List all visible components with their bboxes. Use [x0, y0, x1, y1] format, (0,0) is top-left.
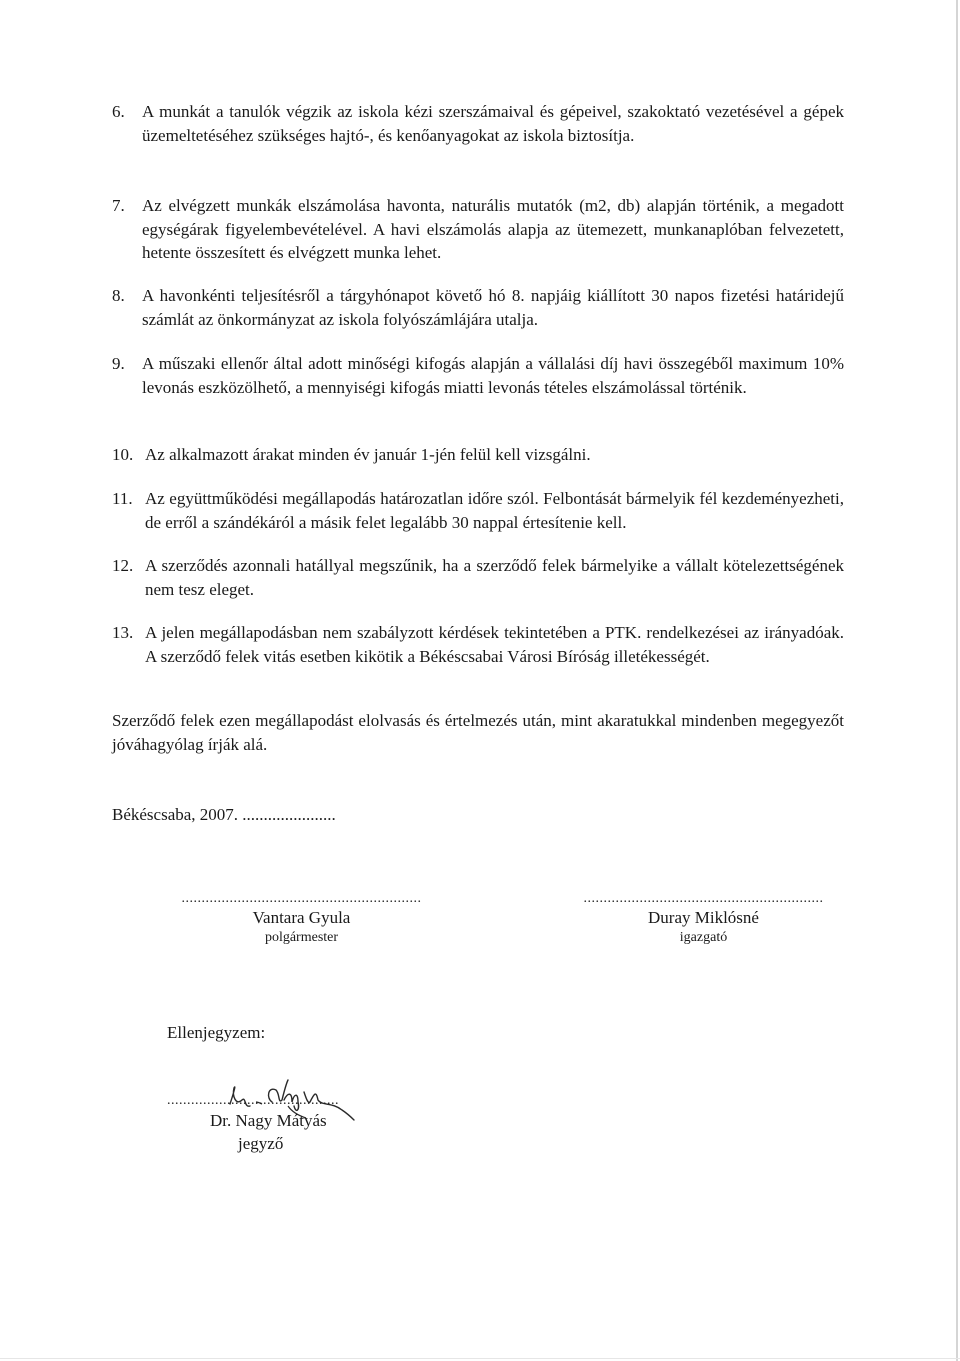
- countersign-name: Dr. Nagy Mátyás: [210, 1111, 327, 1130]
- clause-text: A jelen megállapodásban nem szabályzott kérdések tekintetében a PTK. rendelkezései az irányadóak. A szerződő felek vitás esetben kikötik a Békéscsabai Városi Bíróság illetékességét.: [145, 623, 844, 666]
- clause-9: [112, 352, 844, 399]
- countersign-role: jegyző: [238, 1134, 284, 1153]
- signature-line: ............................................................: [583, 891, 824, 906]
- countersign-label: Ellenjegyzem:: [167, 1023, 266, 1042]
- clause-text: Az elvégzett munkák elszámolása havonta, naturális mutatók (m2, db) alapján történik, a megadott egységárak figyelembevételével. A havi elszámolás alapja az ütemezett, munkanaplóban felvezetett, hetente összesített és elvégzett munka lehet.: [142, 196, 844, 262]
- signatory-role: polgármester: [264, 930, 339, 945]
- clause-text: A munkát a tanulók végzik az iskola kézi szerszámaival és gépeivel, szakoktató vezetésével a gépek üzemeltetéséhez szükséges hajtó-, és kenőanyagokat az iskola biztosítja.: [142, 102, 844, 145]
- clause-text: A havonkénti teljesítésről a tárgyhónapot követő hó 8. napjáig kiállított 30 napos fizetési határidejű számlát az önkormányzat az iskola folyószámlájára utalja.: [142, 286, 844, 329]
- clause-text: Az együttműködési megállapodás határozatlan időre szól. Felbontását bármelyik fél kezdeményezheti, de erről a szándékáról a másik felet legalább 30 nappal értesítenie kell.: [145, 489, 844, 532]
- closing-paragraph: Szerződő felek ezen megállapodást elolvasás és értelmezés után, mint akaratukkal mindenben megegyezőt jóváhagyólag írják alá.: [112, 711, 844, 754]
- signature-block-director: [566, 891, 841, 947]
- clause-number: 12.: [112, 556, 134, 575]
- signature-line: ............................................................: [181, 891, 422, 906]
- clause-number: 8.: [112, 286, 125, 305]
- scan-edge-right: [956, 0, 958, 1361]
- clause-11: [112, 487, 844, 534]
- clause-number: 6.: [112, 102, 125, 121]
- clause-8: [112, 284, 844, 331]
- scan-edge-bottom: [0, 1358, 960, 1359]
- clause-10: [112, 443, 844, 467]
- clause-13: [112, 621, 844, 668]
- clause-text: A szerződés azonnali hatállyal megszűnik, ha a szerződő felek bármelyike a vállalt kötelezettségének nem tesz eleget.: [145, 556, 844, 599]
- clause-number: 11.: [112, 489, 133, 508]
- signatory-role: igazgató: [679, 930, 728, 945]
- clause-6: [112, 100, 844, 147]
- countersign-line: ...........................................: [167, 1093, 339, 1108]
- clause-text: A műszaki ellenőr által adott minőségi kifogás alapján a vállalási díj havi összegéből maximum 10% levonás eszközölhető, a mennyiségi kifogás miatti levonás tételes elszámolással történik.: [142, 354, 844, 397]
- clause-7: [112, 194, 844, 265]
- place-and-date: Békéscsaba, 2007. ......................: [112, 805, 336, 824]
- signatory-name: Duray Miklósné: [648, 908, 759, 927]
- clause-number: 9.: [112, 354, 125, 373]
- clause-number: 10.: [112, 445, 134, 464]
- signature-block-mayor: [164, 891, 439, 947]
- clause-12: [112, 554, 844, 601]
- clause-text: Az alkalmazott árakat minden év január 1-jén felül kell vizsgálni.: [145, 445, 591, 464]
- clause-number: 7.: [112, 196, 125, 215]
- signatory-name: Vantara Gyula: [252, 908, 351, 927]
- clause-number: 13.: [112, 623, 134, 642]
